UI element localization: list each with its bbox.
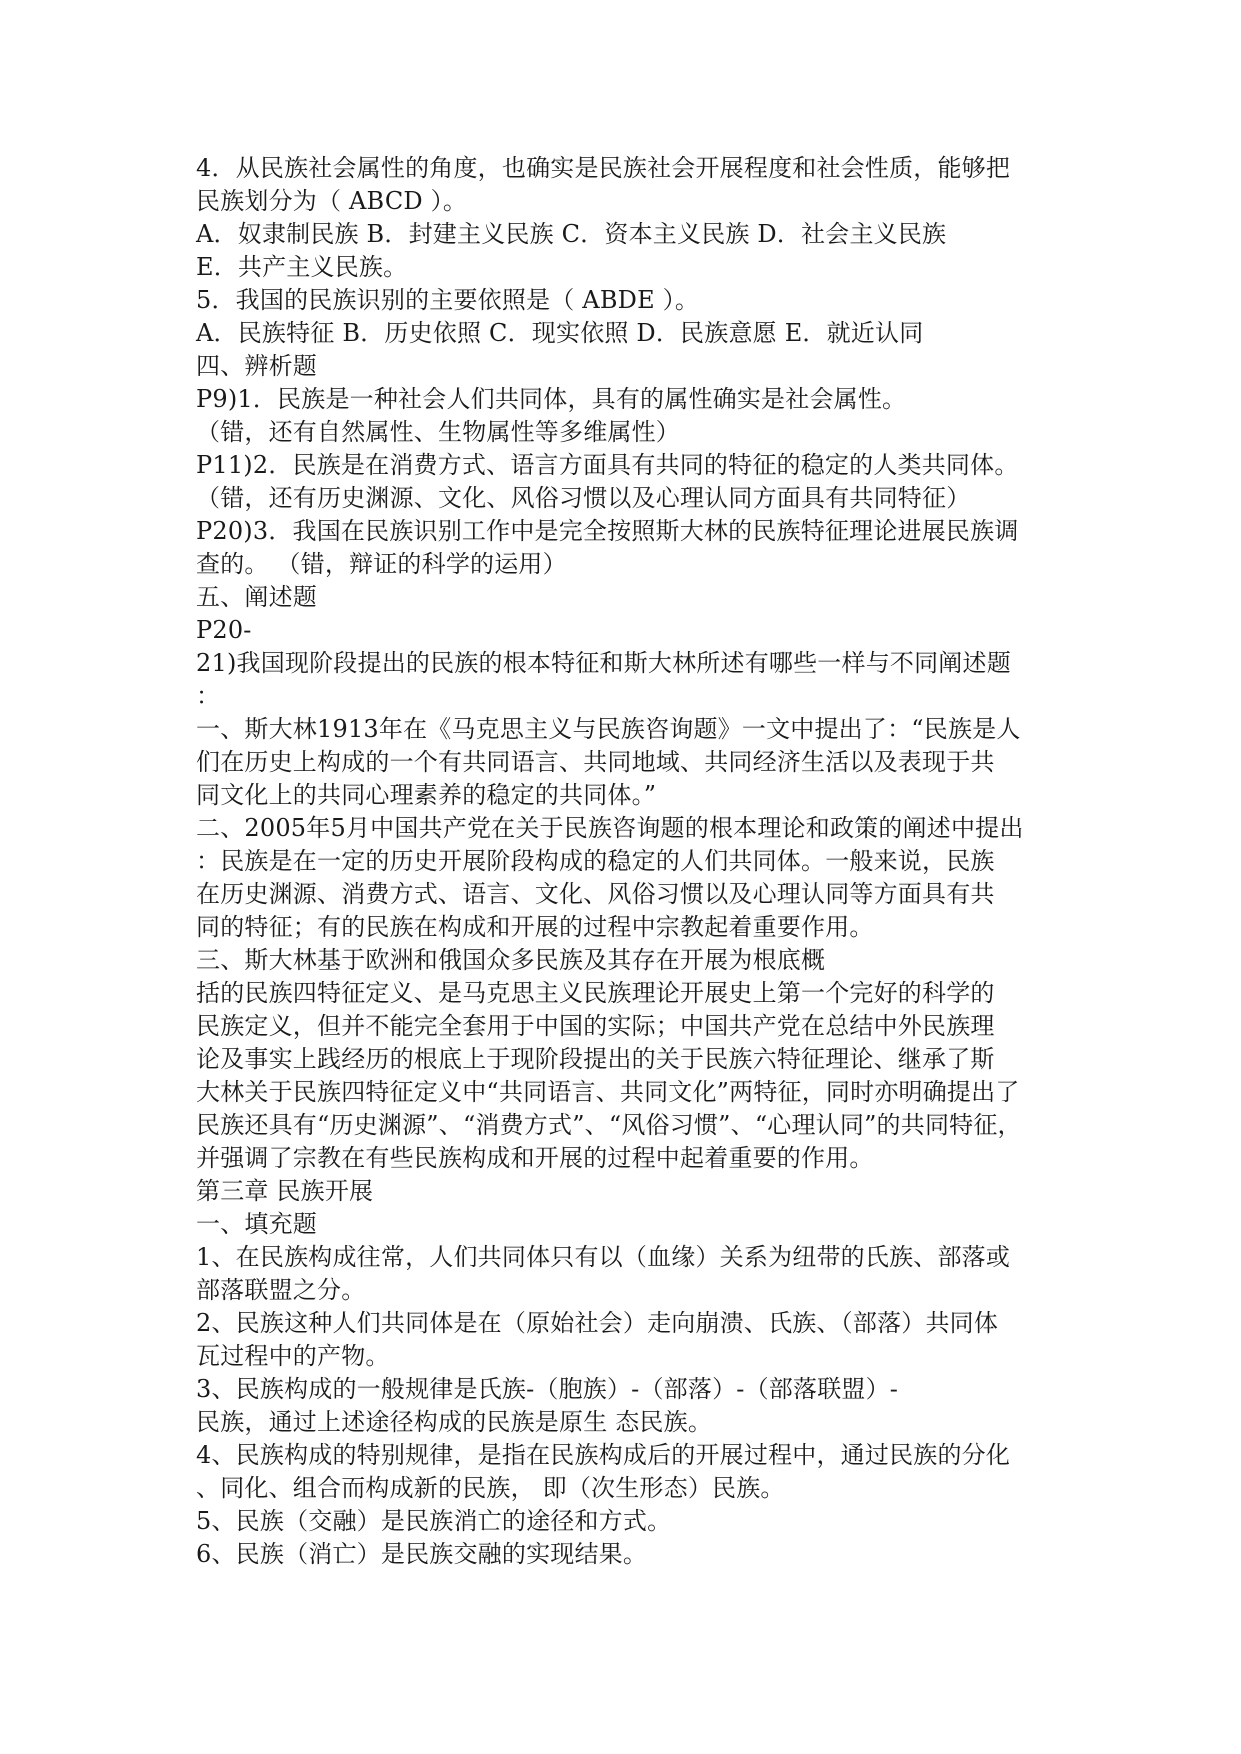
- text-line: P11)2．民族是在消费方式、语言方面具有共同的特征的稳定的人类共同体。: [196, 451, 1019, 479]
- text-line: （错，还有历史渊源、文化、风俗习惯以及心理认同方面具有共同特征）: [196, 484, 971, 512]
- text-line: 一、填充题: [196, 1210, 317, 1238]
- text-line: 们在历史上构成的一个有共同语言、共同地域、共同经济生活以及表现于共: [196, 748, 995, 776]
- text-line: 民族定义，但并不能完全套用于中国的实际；中国共产党在总结中外民族理: [196, 1012, 995, 1040]
- text-line: ：民族是在一定的历史开展阶段构成的稳定的人们共同体。一般来说，民族: [196, 847, 995, 875]
- text-line: 一、斯大林1913年在《马克思主义与民族咨询题》一文中提出了：“民族是人: [196, 715, 1021, 743]
- text-line: 大林关于民族四特征定义中“共同语言、共同文化”两特征，同时亦明确提出了: [196, 1078, 1020, 1106]
- text-line: 2、民族这种人们共同体是在（原始社会）走向崩溃、氏族、（部落）共同体: [196, 1309, 999, 1337]
- text-line: P9)1．民族是一种社会人们共同体，具有的属性确实是社会属性。: [196, 385, 907, 413]
- text-line: E．共产主义民族。: [196, 253, 408, 281]
- text-line: 四、辨析题: [196, 352, 317, 380]
- text-line: 第三章 民族开展: [196, 1177, 374, 1205]
- text-line: 括的民族四特征定义、是马克思主义民族理论开展史上第一个完好的科学的: [196, 979, 995, 1007]
- text-line: 6、民族（消亡）是民族交融的实现结果。: [196, 1540, 648, 1568]
- text-line: 二、2005年5月中国共产党在关于民族咨询题的根本理论和政策的阐述中提出: [196, 814, 1024, 842]
- text-line: 在历史渊源、消费方式、语言、文化、风俗习惯以及心理认同等方面具有共: [196, 880, 995, 908]
- text-line: 论及事实上践经历的根底上于现阶段提出的关于民族六特征理论、继承了斯: [196, 1045, 995, 1073]
- text-line: 民族，通过上述途径构成的民族是原生 态民族。: [196, 1408, 713, 1436]
- text-line: 同文化上的共同心理素养的稳定的共同体。”: [196, 781, 657, 809]
- text-line: 民族划分为（ ABCD ）。: [196, 187, 468, 215]
- text-line: P20-: [196, 616, 252, 644]
- document-body: [196, 152, 1056, 1571]
- text-line: 三、斯大林基于欧洲和俄国众多民族及其存在开展为根底概: [196, 946, 826, 974]
- text-line: 4．从民族社会属性的角度，也确实是民族社会开展程度和社会性质，能够把: [196, 154, 1011, 182]
- text-line: A．民族特征 B．历史依照 C．现实依照 D．民族意愿 E．就近认同: [196, 319, 924, 347]
- text-line: 3、民族构成的一般规律是氏族-（胞族）-（部落）-（部落联盟）-: [196, 1375, 899, 1403]
- text-line: 查的。 （错，辩证的科学的运用）: [196, 550, 567, 578]
- text-line: 瓦过程中的产物。: [196, 1342, 390, 1370]
- text-line: 同的特征；有的民族在构成和开展的过程中宗教起着重要作用。: [196, 913, 874, 941]
- text-line: 1、在民族构成往常，人们共同体只有以（血缘）关系为纽带的氏族、部落或: [196, 1243, 1011, 1271]
- text-line: 五、阐述题: [196, 583, 317, 611]
- text-line: （错，还有自然属性、生物属性等多维属性）: [196, 418, 680, 446]
- text-line: 5．我国的民族识别的主要依照是（ ABDE ）。: [196, 286, 700, 314]
- text-line: P20)3．我国在民族识别工作中是完全按照斯大林的民族特征理论进展民族调: [196, 517, 1019, 545]
- text-line: 并强调了宗教在有些民族构成和开展的过程中起着重要的作用。: [196, 1144, 874, 1172]
- text-line: 民族还具有“历史渊源”、“消费方式”、“风俗习惯”、“心理认同”的共同特征，: [196, 1111, 1022, 1139]
- text-line: 部落联盟之分。: [196, 1276, 366, 1304]
- text-line: 21)我国现阶段提出的民族的根本特征和斯大林所述有哪些一样与不同阐述题: [196, 649, 1011, 677]
- text-line: ：: [196, 682, 221, 710]
- text-line: A．奴隶制民族 B．封建主义民族 C．资本主义民族 D．社会主义民族: [196, 220, 947, 248]
- text-line: 5、民族（交融）是民族消亡的途径和方式。: [196, 1507, 672, 1535]
- text-line: 4、民族构成的特别规律，是指在民族构成后的开展过程中，通过民族的分化: [196, 1441, 1011, 1469]
- text-line: 、同化、组合而构成新的民族， 即（次生形态）民族。: [196, 1474, 785, 1502]
